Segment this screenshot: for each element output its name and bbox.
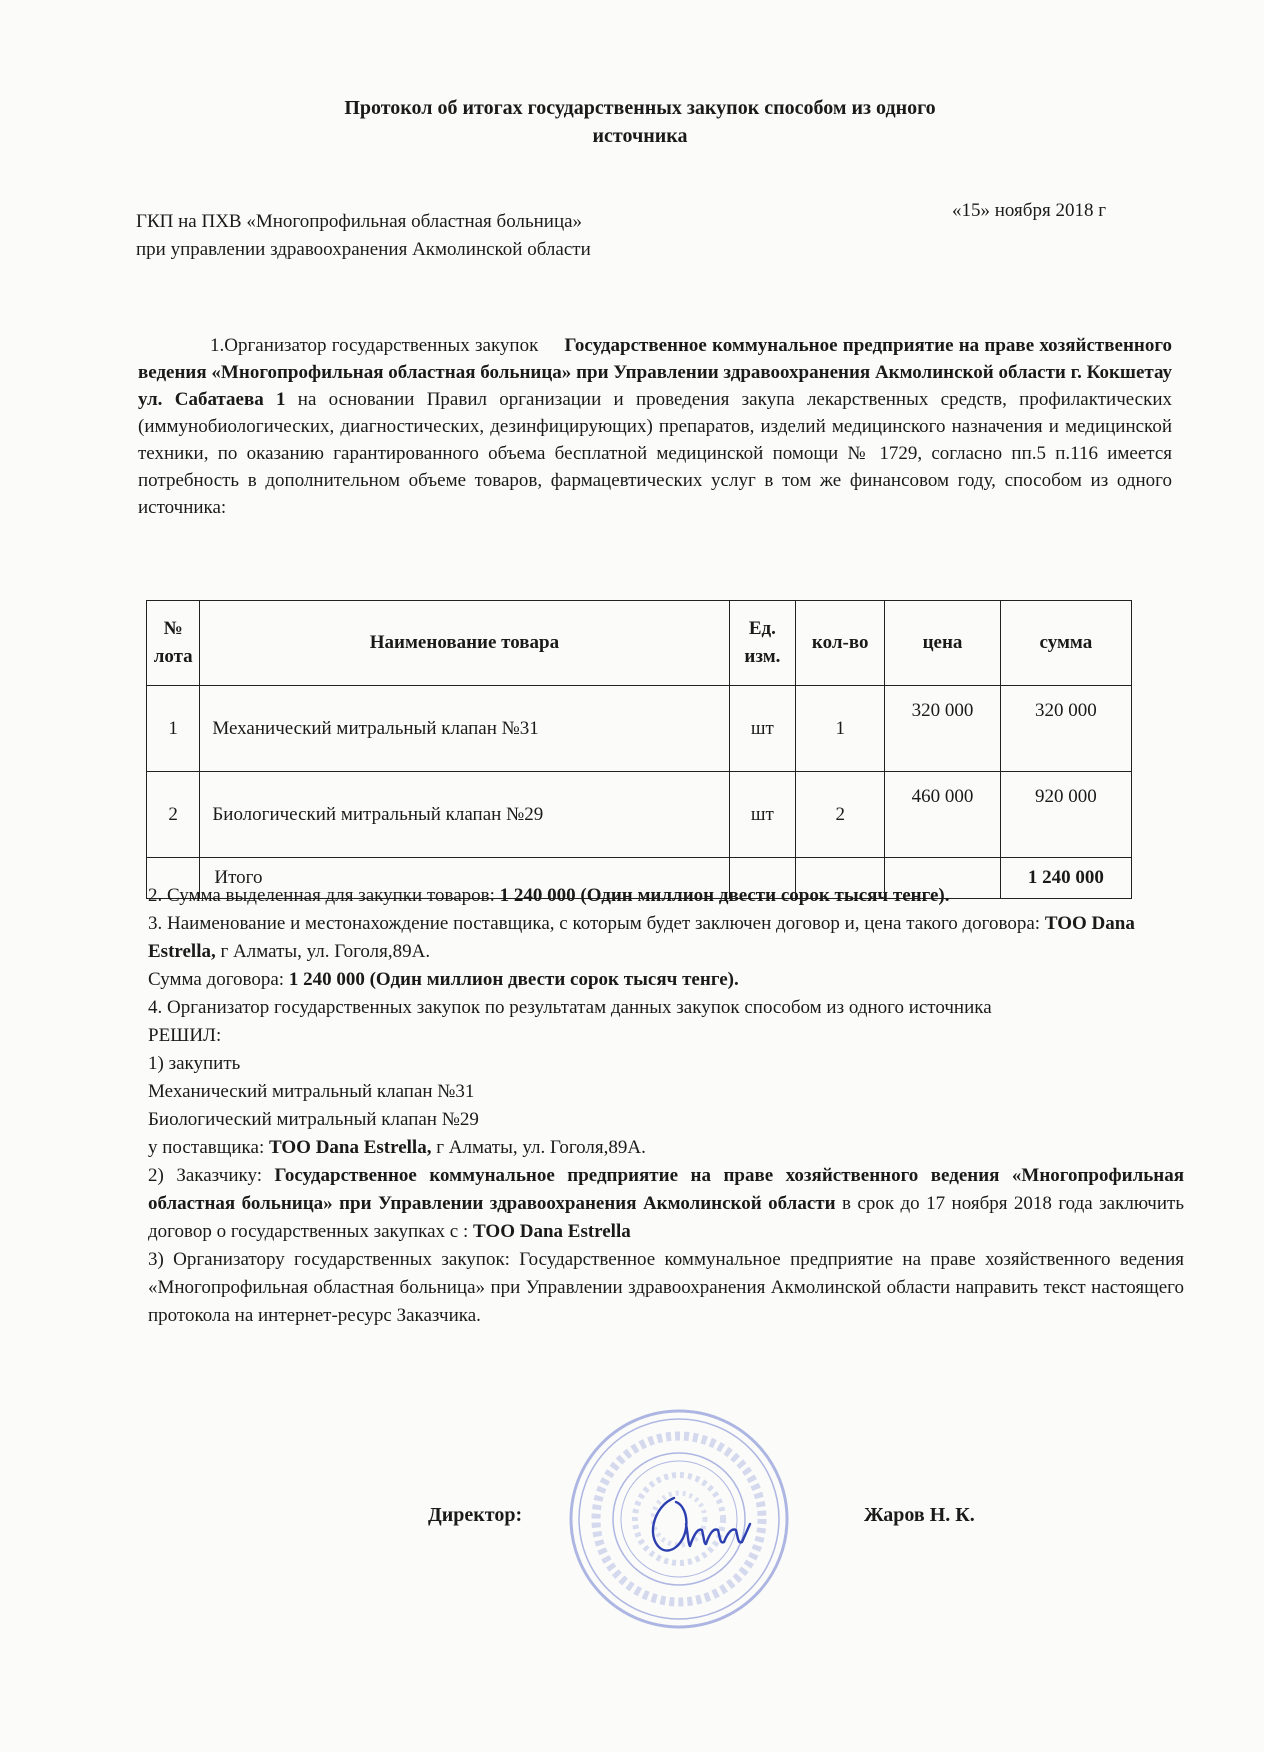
table-row bbox=[147, 686, 1132, 772]
intro-rest: на основании Правил организации и проведения закупа лекарственных средств, профилактических (иммунобиологических, диагностических, дезинфицирующих) препаратов, изделий медицинского назначения и медицинской техники, по оказанию гарантированного объема бесплатной медицинской помощи № 1729, согласно пп.5 п.116 имеется потребность в дополнительном объеме товаров, фармацевтических услуг в том же финансовом году, способом из одного источника: bbox=[138, 389, 1172, 518]
intro-paragraph bbox=[138, 332, 1172, 521]
header-lot-no: № лота bbox=[147, 601, 200, 686]
decision-1-head: 1) закупить bbox=[148, 1053, 241, 1074]
title-line-1: Протокол об итогах государственных закупок способом из одного bbox=[344, 97, 936, 119]
d2-text: 2) Заказчику: bbox=[148, 1165, 275, 1186]
paragraph-4-line-1: 4. Организатор государственных закупок по результатам данных закупок способом из одного источника bbox=[148, 997, 992, 1018]
cell-name: Биологический митральный клапан №29 bbox=[200, 772, 729, 858]
cell-qty: 2 bbox=[796, 772, 885, 858]
table-row bbox=[147, 772, 1132, 858]
signature-block bbox=[428, 1504, 1008, 1527]
cell-price: 320 000 bbox=[885, 686, 1001, 772]
cell-price: 460 000 bbox=[885, 772, 1001, 858]
paragraph-3 bbox=[148, 910, 1184, 966]
p3-address: г Алматы, ул. Гоголя,89А. bbox=[215, 941, 431, 962]
d2-supplier: ТОО Dana Estrella bbox=[473, 1221, 631, 1242]
signatory-name: Жаров Н. К. bbox=[864, 1504, 975, 1526]
cell-sum: 320 000 bbox=[1000, 686, 1131, 772]
cell-unit: шт bbox=[729, 772, 796, 858]
contract-text: Сумма договора: bbox=[148, 969, 289, 990]
document-title bbox=[280, 94, 1000, 150]
supplier-text: у поставщика: bbox=[148, 1137, 269, 1158]
p3-text: 3. Наименование и местонахождение поставщика, с которым будет заключен договор и, цена такого договора: bbox=[148, 913, 1045, 934]
organization-line-2: при управлении здравоохранения Акмолинской области bbox=[136, 239, 591, 260]
cell-qty: 1 bbox=[796, 686, 885, 772]
decision-1-supplier bbox=[148, 1134, 1184, 1162]
table-header-row bbox=[147, 601, 1132, 686]
paragraph-4-line-2: РЕШИЛ: bbox=[148, 1025, 222, 1046]
header-price: цена bbox=[885, 601, 1001, 686]
intro-lead: 1.Организатор государственных закупок bbox=[210, 335, 539, 356]
title-line-2: источника bbox=[592, 125, 688, 147]
decision-2 bbox=[148, 1162, 1184, 1246]
supplier-address: г Алматы, ул. Гоголя,89А. bbox=[431, 1137, 646, 1158]
cell-sum: 920 000 bbox=[1000, 772, 1131, 858]
intro-organizer: Государственное коммунальное предприятие на праве хозяйственного ведения «Многопрофильная областная больница» при Управлении здравоохранения Акмолинской области г. Кокшетау ул. Сабатаева 1 bbox=[138, 335, 1173, 410]
decision-1-item-2: Биологический митральный клапан №29 bbox=[148, 1109, 479, 1130]
header-qty: кол-во bbox=[796, 601, 885, 686]
contract-sum bbox=[148, 966, 1184, 994]
lots-table bbox=[146, 600, 1132, 899]
header-unit: Ед. изм. bbox=[729, 601, 796, 686]
total-label: Итого bbox=[200, 858, 729, 899]
header-name: Наименование товара bbox=[200, 601, 729, 686]
organization-block bbox=[136, 208, 591, 264]
p2-amount: 1 240 000 (Один миллион двести сорок тысяч тенге). bbox=[499, 885, 950, 906]
organization-line-1: ГКП на ПХВ «Многопрофильная областная больница» bbox=[136, 211, 583, 232]
p3-supplier: ТОО Dana Estrella, bbox=[148, 913, 1135, 962]
cell-lot-no: 1 bbox=[147, 686, 200, 772]
d2-tail: в срок до 17 ноября 2018 года заключить договор о государственных закупках с : bbox=[148, 1193, 1184, 1242]
total-sum: 1 240 000 bbox=[1000, 858, 1131, 899]
supplier-name: ТОО Dana Estrella, bbox=[268, 1137, 432, 1158]
signatory-role: Директор: bbox=[428, 1504, 523, 1526]
header-sum: сумма bbox=[1000, 601, 1131, 686]
decision-1-item-1: Механический митральный клапан №31 bbox=[148, 1081, 475, 1102]
document-date: «15» ноября 2018 г bbox=[952, 200, 1106, 221]
cell-unit: шт bbox=[729, 686, 796, 772]
paragraph-2 bbox=[148, 882, 1184, 910]
decision-3: 3) Организатору государственных закупок: Государственное коммунальное предприятие на праве хозяйственного ведения «Многопрофильная областная больница» при Управлении здравоохранения Акмолинской области направить текст настоящего протокола на интернет-ресурс Заказчика. bbox=[148, 1249, 1184, 1326]
cell-lot-no: 2 bbox=[147, 772, 200, 858]
p2-text: 2. Сумма выделенная для закупки товаров: bbox=[148, 885, 500, 906]
contract-amount: 1 240 000 (Один миллион двести сорок тысяч тенге). bbox=[288, 969, 739, 990]
cell-name: Механический митральный клапан №31 bbox=[200, 686, 729, 772]
decision-section bbox=[148, 882, 1184, 1330]
d2-customer: Государственное коммунальное предприятие на праве хозяйственного ведения «Многопрофильная областная больница» при Управлении здравоохранения Акмолинской области bbox=[148, 1165, 1185, 1214]
